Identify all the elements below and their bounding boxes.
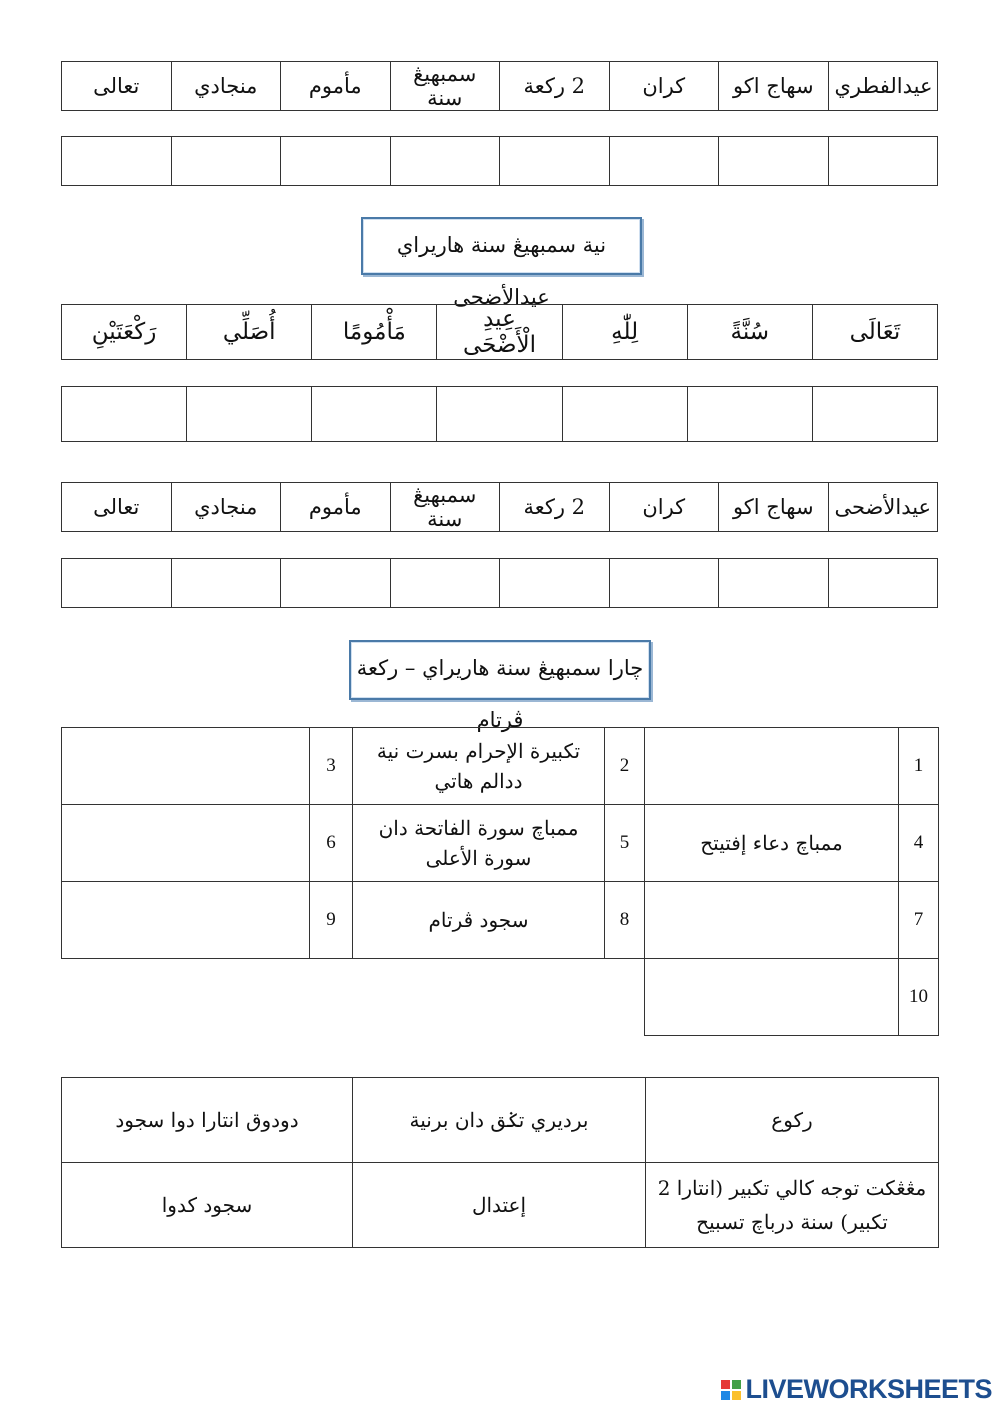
option-card[interactable]: سجود كدوا	[62, 1163, 353, 1248]
step-text: تكبيرة الإحرام بسرت نية ددالم هاتي	[353, 728, 605, 805]
answer-drop-cell[interactable]	[719, 137, 829, 186]
word-cell[interactable]: 2 ركعة	[500, 62, 610, 111]
word-cell[interactable]: منجادي	[171, 483, 281, 532]
word-cell[interactable]: سمبهيڠ سنة	[390, 483, 500, 532]
step-number: 7	[899, 882, 939, 959]
word-cell[interactable]: مَأْمُومًا	[312, 305, 437, 360]
step-answer-cell-3[interactable]	[62, 728, 310, 805]
word-table-1	[61, 61, 938, 111]
answer-drop-cell[interactable]	[437, 387, 562, 442]
empty-space	[310, 959, 353, 1036]
empty-space	[353, 959, 605, 1036]
option-card[interactable]: إعتدال	[353, 1163, 646, 1248]
answer-row	[62, 387, 938, 442]
answer-row	[62, 559, 938, 608]
word-cell[interactable]: كران	[609, 62, 719, 111]
word-cell[interactable]: لِلّٰهِ	[562, 305, 687, 360]
step-answer-cell-6[interactable]	[62, 805, 310, 882]
answer-drop-cell[interactable]	[609, 137, 719, 186]
steps-table	[61, 727, 939, 1036]
option-card[interactable]: دودوق انتارا دوا سجود	[62, 1078, 353, 1163]
options-table	[61, 1077, 939, 1248]
answer-drop-cell[interactable]	[500, 559, 610, 608]
answer-drop-cell[interactable]	[281, 137, 391, 186]
word-cell[interactable]: تعالى	[62, 483, 172, 532]
word-cell[interactable]: سمبهيڠ سنة	[390, 62, 500, 111]
answer-drop-cell[interactable]	[171, 137, 281, 186]
empty-space	[62, 959, 310, 1036]
option-card[interactable]: مڠڠكت توجه كالي تكبير (انتارا 2 تكبير) سنة درباچ تسبيح	[646, 1163, 939, 1248]
answer-drop-cell[interactable]	[187, 387, 312, 442]
steps-row	[62, 728, 939, 805]
step-number: 6	[310, 805, 353, 882]
word-cell[interactable]: عيدالفطري	[828, 62, 938, 111]
steps-row	[62, 805, 939, 882]
step-number: 9	[310, 882, 353, 959]
answer-drop-cell[interactable]	[562, 387, 687, 442]
answer-drop-cell[interactable]	[609, 559, 719, 608]
steps-row	[62, 882, 939, 959]
logo-square	[721, 1380, 730, 1389]
step-number: 8	[605, 882, 645, 959]
step-answer-cell-9[interactable]	[62, 882, 310, 959]
answer-drop-cell[interactable]	[62, 137, 172, 186]
word-cell[interactable]: سُنَّةً	[687, 305, 812, 360]
answer-table-1	[61, 136, 938, 186]
section-title-niat: نية سمبهيڠ سنة هاريراي عيدالأضحى	[361, 217, 642, 275]
logo-square	[732, 1391, 741, 1400]
answer-drop-cell[interactable]	[500, 137, 610, 186]
word-row	[62, 305, 938, 360]
step-answer-cell-10[interactable]	[645, 959, 899, 1036]
option-card[interactable]: برديري تݢق دان برنية	[353, 1078, 646, 1163]
answer-drop-cell[interactable]	[687, 387, 812, 442]
answer-table-3	[61, 558, 938, 608]
step-number: 3	[310, 728, 353, 805]
logo-square	[732, 1380, 741, 1389]
answer-row	[62, 137, 938, 186]
word-cell[interactable]: 2 ركعة	[500, 483, 610, 532]
liveworksheets-logo	[721, 1374, 992, 1405]
answer-drop-cell[interactable]	[312, 387, 437, 442]
step-text: سجود ڤرتام	[353, 882, 605, 959]
word-table-2	[61, 304, 938, 360]
word-row	[62, 62, 938, 111]
word-cell[interactable]: عِيدِ الْأَضْحَى	[437, 305, 562, 360]
word-cell[interactable]: مأموم	[281, 62, 391, 111]
step-number: 1	[899, 728, 939, 805]
answer-drop-cell[interactable]	[812, 387, 937, 442]
answer-drop-cell[interactable]	[828, 559, 938, 608]
answer-drop-cell[interactable]	[390, 559, 500, 608]
answer-table-2	[61, 386, 938, 442]
word-cell[interactable]: عيدالأضحى	[828, 483, 938, 532]
option-card[interactable]: ركوع	[646, 1078, 939, 1163]
answer-drop-cell[interactable]	[281, 559, 391, 608]
answer-drop-cell[interactable]	[171, 559, 281, 608]
options-row	[62, 1163, 939, 1248]
step-answer-cell-1[interactable]	[645, 728, 899, 805]
word-row	[62, 483, 938, 532]
options-row	[62, 1078, 939, 1163]
answer-drop-cell[interactable]	[719, 559, 829, 608]
word-cell[interactable]: مأموم	[281, 483, 391, 532]
word-cell[interactable]: تعالى	[62, 62, 172, 111]
step-answer-cell-7[interactable]	[645, 882, 899, 959]
word-cell[interactable]: سهاج اكو	[719, 483, 829, 532]
step-text: ممباچ سورة الفاتحة دان سورة الأعلى	[353, 805, 605, 882]
answer-drop-cell[interactable]	[62, 387, 187, 442]
word-cell[interactable]: رَكْعَتَيْنِ	[62, 305, 187, 360]
answer-drop-cell[interactable]	[62, 559, 172, 608]
word-cell[interactable]: سهاج اكو	[719, 62, 829, 111]
steps-row	[62, 959, 939, 1036]
step-number: 2	[605, 728, 645, 805]
step-number: 5	[605, 805, 645, 882]
logo-mark-icon	[721, 1380, 741, 1400]
word-table-3	[61, 482, 938, 532]
step-text: ممباچ دعاء إفتيتح	[645, 805, 899, 882]
empty-space	[605, 959, 645, 1036]
word-cell[interactable]: كران	[609, 483, 719, 532]
word-cell[interactable]: منجادي	[171, 62, 281, 111]
word-cell[interactable]: أُصَلِّي	[187, 305, 312, 360]
word-cell[interactable]: تَعَالَى	[812, 305, 937, 360]
logo-text: LIVEWORKSHEETS	[745, 1374, 992, 1404]
step-number: 10	[899, 959, 939, 1036]
step-number: 4	[899, 805, 939, 882]
section-title-cara: چارا سمبهيڠ سنة هاريراي – ركعة ڤرتام	[349, 640, 651, 700]
logo-square	[721, 1391, 730, 1400]
answer-drop-cell[interactable]	[390, 137, 500, 186]
answer-drop-cell[interactable]	[828, 137, 938, 186]
